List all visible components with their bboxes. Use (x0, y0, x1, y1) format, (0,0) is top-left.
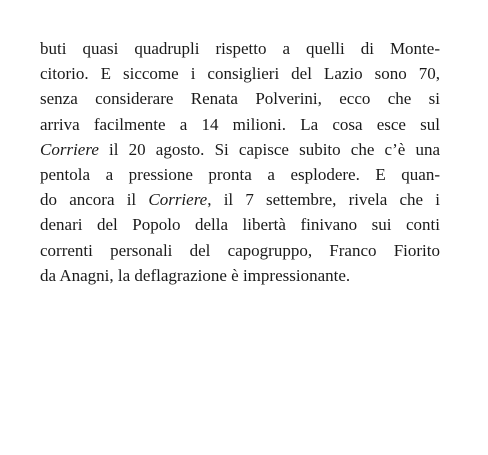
text-segment: arriva facilmente a 14 milioni. La cosa esce sul (40, 114, 440, 134)
text-line (40, 112, 440, 137)
text-segment: da Anagni, la deflagrazione è impressionante. (40, 265, 351, 285)
text-line (40, 36, 440, 61)
text-line (40, 238, 440, 263)
text-segment: citorio. E siccome i consiglieri del Lazio sono 70, (40, 64, 440, 84)
text-line (40, 137, 440, 162)
text-segment: senza considerare Renata Polverini, ecco che si (40, 89, 440, 109)
text-line (40, 212, 440, 237)
text-line (40, 86, 440, 111)
text-segment: denari del Popolo della libertà finivano sui conti (40, 215, 440, 235)
text-line (40, 61, 440, 86)
text-segment: correnti personali del capogruppo, Franco Fiorito (40, 240, 440, 260)
text-segment: do ancora il (40, 190, 149, 210)
text-segment: pentola a pressione pronta a esplodere. E quan- (40, 164, 440, 184)
text-segment: , il 7 settembre, rivela che i (207, 190, 440, 210)
body-paragraph (40, 36, 440, 288)
italic-text: Corriere (40, 139, 99, 159)
text-segment: buti quasi quadrupli rispetto a quelli di Monte- (40, 39, 440, 58)
text-line (40, 263, 440, 288)
text-segment: il 20 agosto. Si capisce subito che c’è una (98, 139, 440, 159)
text-line (40, 187, 440, 212)
italic-text: Corriere (148, 190, 208, 210)
text-line (40, 162, 440, 187)
text-page (40, 36, 440, 288)
